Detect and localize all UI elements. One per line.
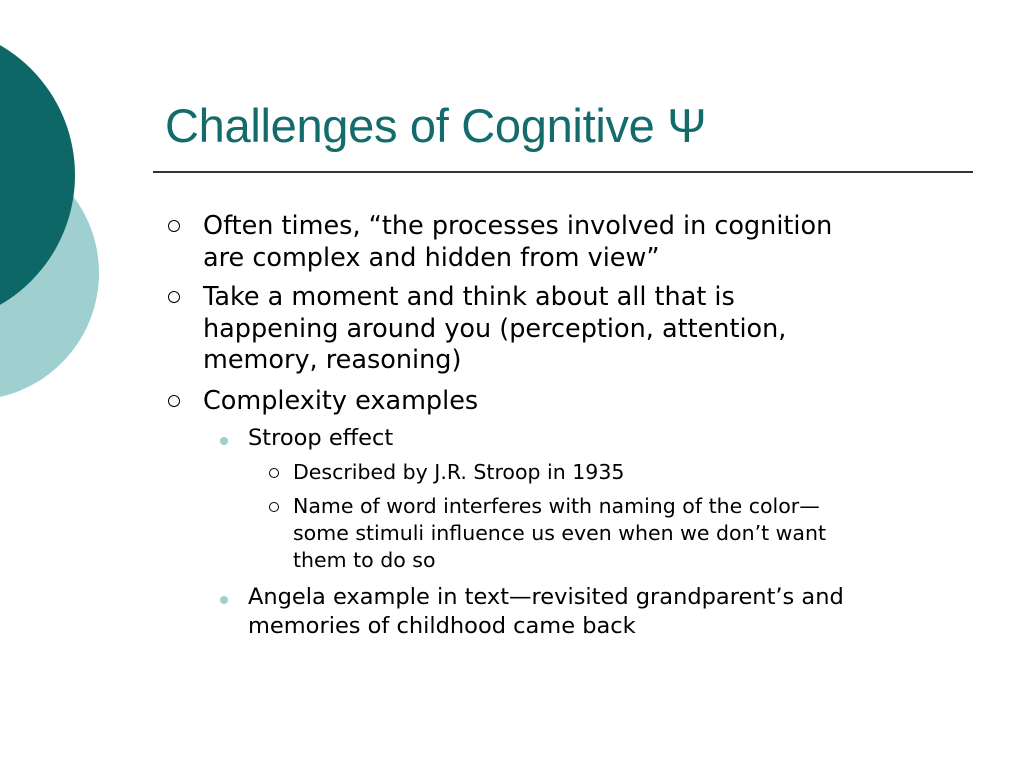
bullet-text-line: Stroop effect (248, 425, 394, 451)
bullet-circle-icon (269, 468, 279, 478)
bullet-text-line: memory, reasoning) (203, 345, 462, 375)
bullet-text-line: them to do so (293, 548, 436, 572)
bullet-text-line: Name of word interferes with naming of the color— (293, 494, 820, 518)
bullet-text-line: Often times, “the processes involved in cognition (203, 211, 833, 241)
bullet-circle-icon (168, 291, 180, 303)
bullet-circle-icon (168, 220, 180, 232)
bullet-dot-icon (220, 596, 228, 604)
bullet-circle-icon (168, 395, 180, 407)
bullet-text-line: Angela example in text—revisited grandparent’s and (248, 584, 844, 610)
bullet-text-line: Complexity examples (203, 386, 479, 416)
bullet-text-line: some stimuli influence us even when we don’t want (293, 521, 827, 545)
bullet-text-line: Take a moment and think about all that is (203, 282, 735, 312)
bullet-dot-icon (220, 437, 228, 445)
bullet-text-line: memories of childhood came back (248, 613, 636, 639)
slide-title: Challenges of Cognitive Ψ (165, 99, 707, 152)
bullet-circle-icon (269, 502, 279, 512)
bullet-text-line: happening around you (perception, attention, (203, 313, 787, 344)
bullet-text-line: Described by J.R. Stroop in 1935 (293, 460, 625, 484)
bullet-text-line: are complex and hidden from view” (203, 242, 660, 273)
